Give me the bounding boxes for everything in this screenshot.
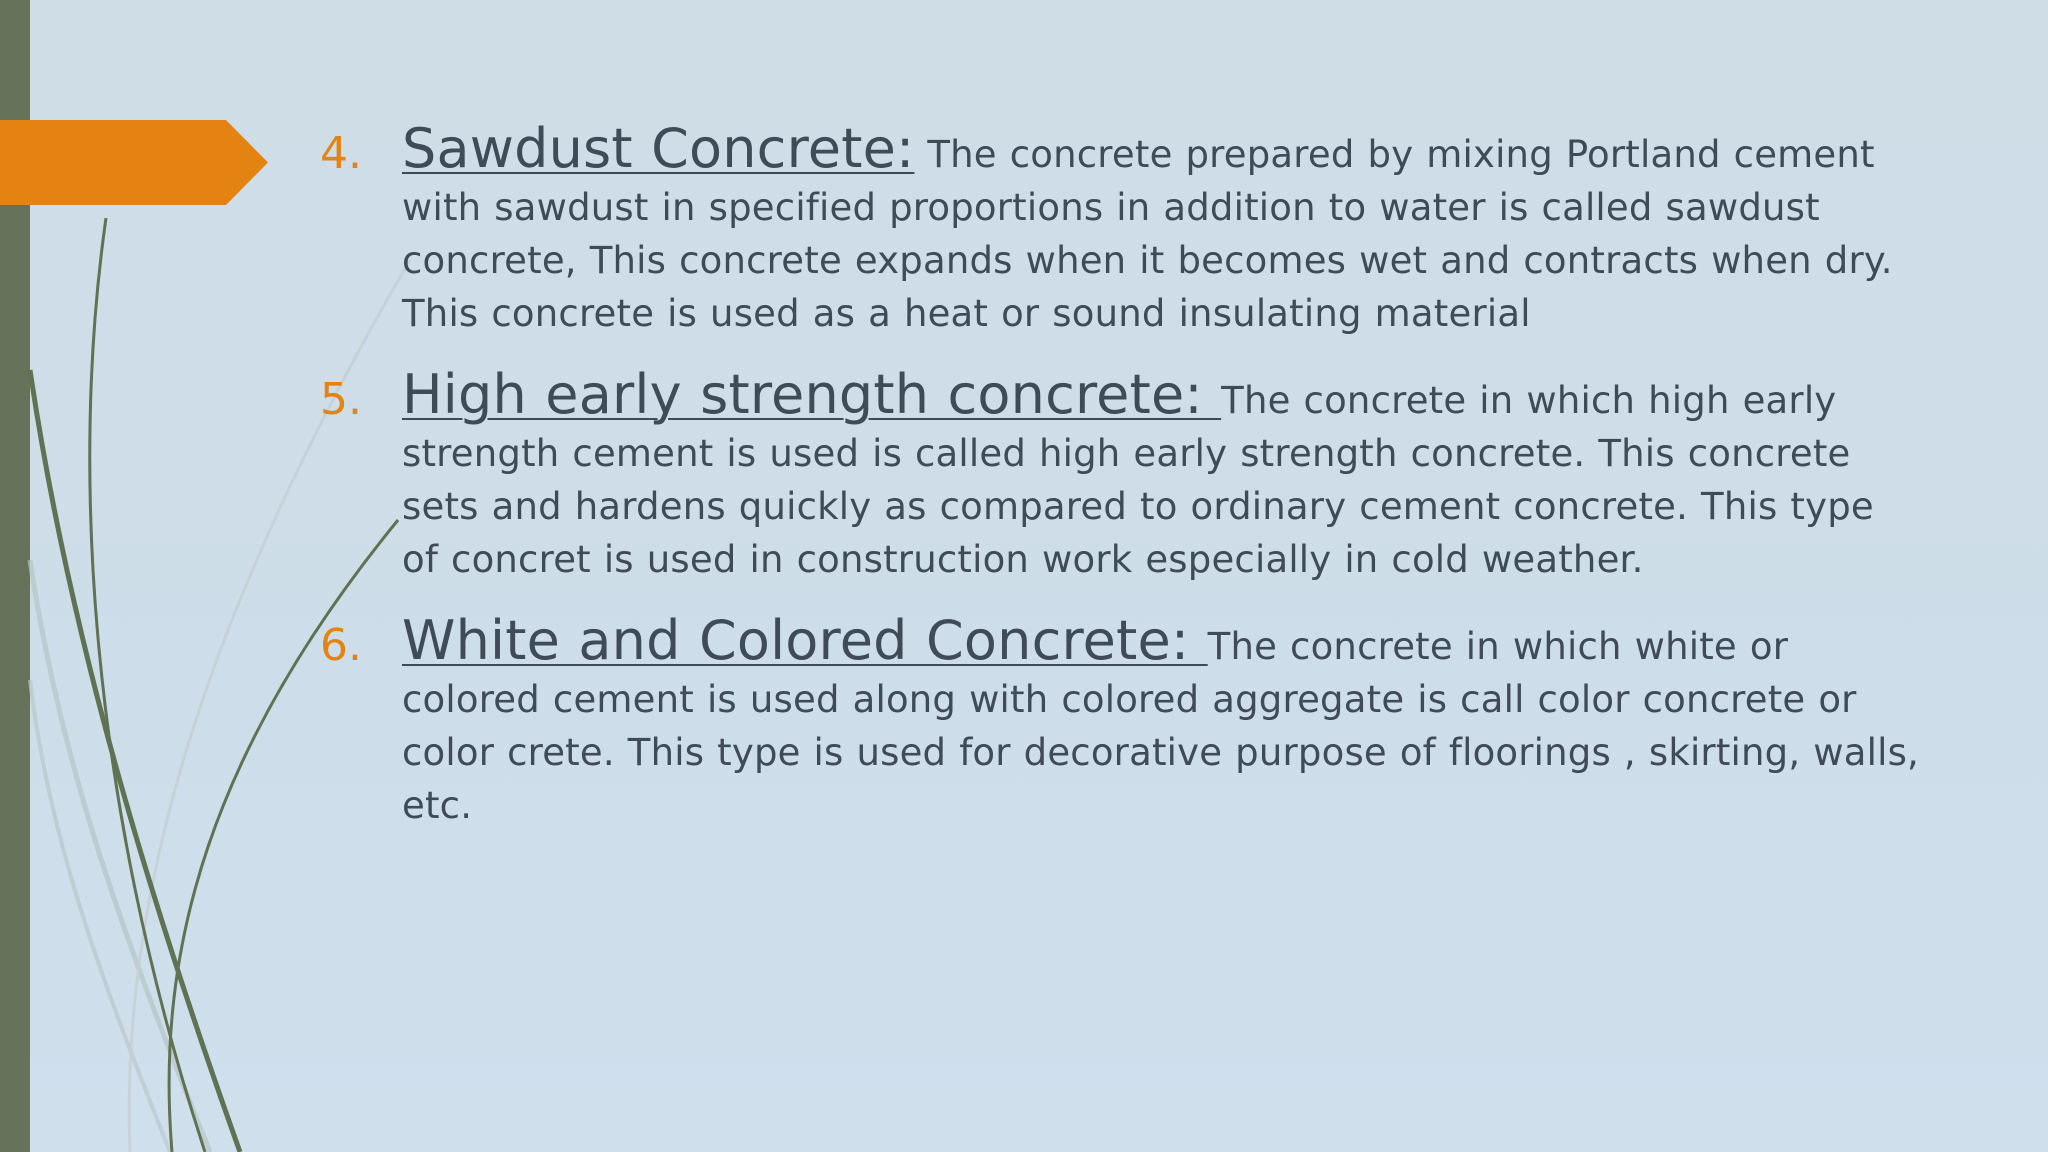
item-number: 6. [320, 620, 362, 671]
item-description: The concrete in which white or colored cement is used along with colored aggregate is call color concrete or color crete. This type is used for decorative purpose of floorings , skirting, walls, etc. [402, 625, 1920, 827]
item-term: High early strength concrete: [402, 363, 1222, 426]
list-item [320, 363, 1920, 590]
item-paragraph [402, 117, 1920, 344]
item-paragraph [402, 609, 1920, 836]
list-item [320, 117, 1920, 344]
bullet-list [320, 117, 1920, 864]
item-paragraph [402, 363, 1920, 590]
list-item [320, 609, 1920, 836]
orange-arrow-tab [0, 120, 268, 205]
item-term: White and Colored Concrete: [402, 609, 1208, 672]
item-number: 5. [320, 374, 362, 425]
item-description: The concrete prepared by mixing Portland cement with sawdust in specified proportions in addition to water is called sawdust concrete, This concrete expands when it becomes wet and contracts when dry. This concrete is used as a heat or sound insulating material [402, 133, 1893, 335]
item-term: Sawdust Concrete: [402, 117, 915, 180]
item-description: The concrete in which high early strength cement is used is called high early strength concrete. This concrete sets and hardens quickly as compared to ordinary cement concrete. This type of concret is used in construction work especially in cold weather. [402, 379, 1874, 581]
item-number: 4. [320, 128, 362, 179]
